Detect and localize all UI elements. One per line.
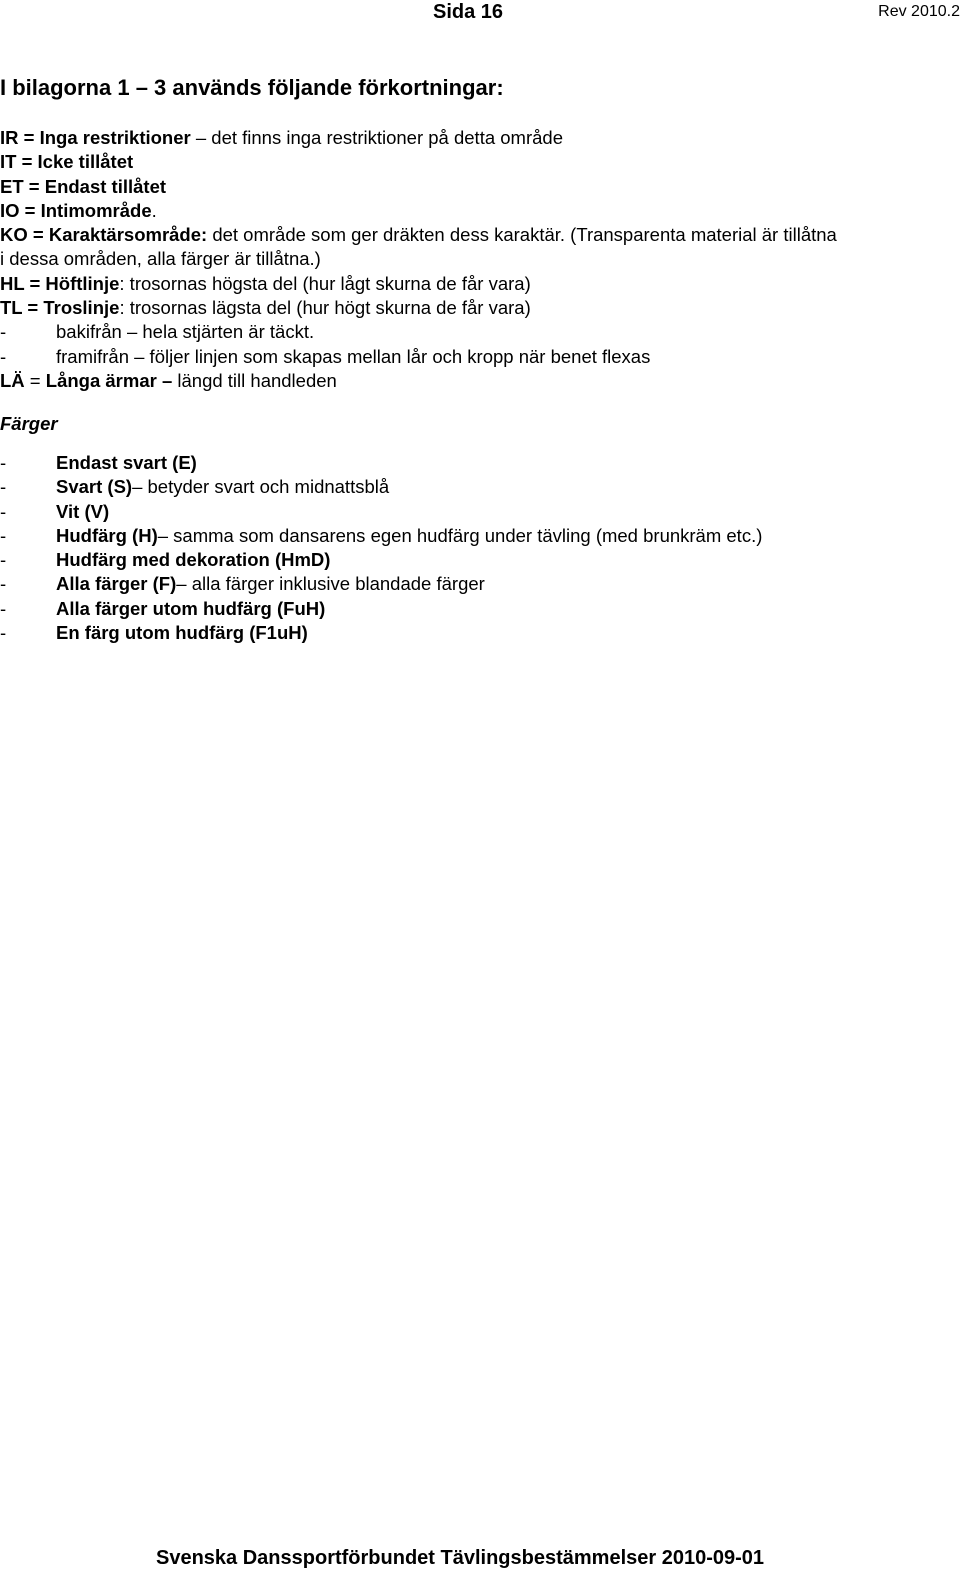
color-item: - Alla färger (F) – alla färger inklusive blandade färger: [0, 573, 485, 595]
tl-note: - framifrån – följer linjen som skapas mellan lår och kropp när benet flexas: [0, 345, 651, 367]
abbreviation-item: LÄ = Långa ärmar – längd till handleden: [0, 369, 337, 391]
page-footer: Svenska Danssportförbundet Tävlingsbestämmelser 2010-09-01: [156, 1547, 765, 1569]
color-item: - En färg utom hudfärg (F1uH): [0, 622, 308, 644]
color-item: - Alla färger utom hudfärg (FuH): [0, 597, 326, 619]
tl-note: - bakifrån – hela stjärten är täckt.: [0, 321, 315, 343]
colors-list: [0, 451, 762, 645]
color-item: - Hudfärg med dekoration (HmD): [0, 549, 331, 571]
abbreviation-item: IO = Intimområde.: [0, 199, 157, 221]
color-item: - Hudfärg (H) – samma som dansarens egen hudfärg under tävling (med brunkräm etc.): [0, 524, 763, 546]
revision-label: Rev 2010.2: [878, 3, 960, 20]
page-title: I bilagorna 1 – 3 används följande förkortningar:: [0, 75, 504, 100]
abbreviation-item-continuation: i dessa områden, alla färger är tillåtna.): [0, 248, 321, 270]
abbreviation-item: ET = Endast tillåtet: [0, 175, 167, 197]
abbreviation-item: IT = Icke tillåtet: [0, 151, 134, 173]
abbreviation-item: KO = Karaktärsområde: det område som ger dräkten dess karaktär. (Transparenta material är tillåtna: [0, 224, 837, 246]
color-item: - Endast svart (E): [0, 452, 197, 473]
abbreviation-item: HL = Höftlinje: trosornas högsta del (hur lågt skurna de får vara): [0, 272, 531, 294]
abbreviation-item: TL = Troslinje: trosornas lägsta del (hur högt skurna de får vara): [0, 297, 531, 319]
colors-heading: Färger: [0, 413, 58, 434]
abbreviation-item: IR = Inga restriktioner – det finns inga restriktioner på detta område: [0, 127, 563, 148]
page-number: Sida 16: [433, 1, 504, 23]
color-item: - Svart (S) – betyder svart och midnattsblå: [0, 476, 390, 498]
color-item: - Vit (V): [0, 500, 110, 522]
abbreviation-list: [0, 126, 960, 393]
